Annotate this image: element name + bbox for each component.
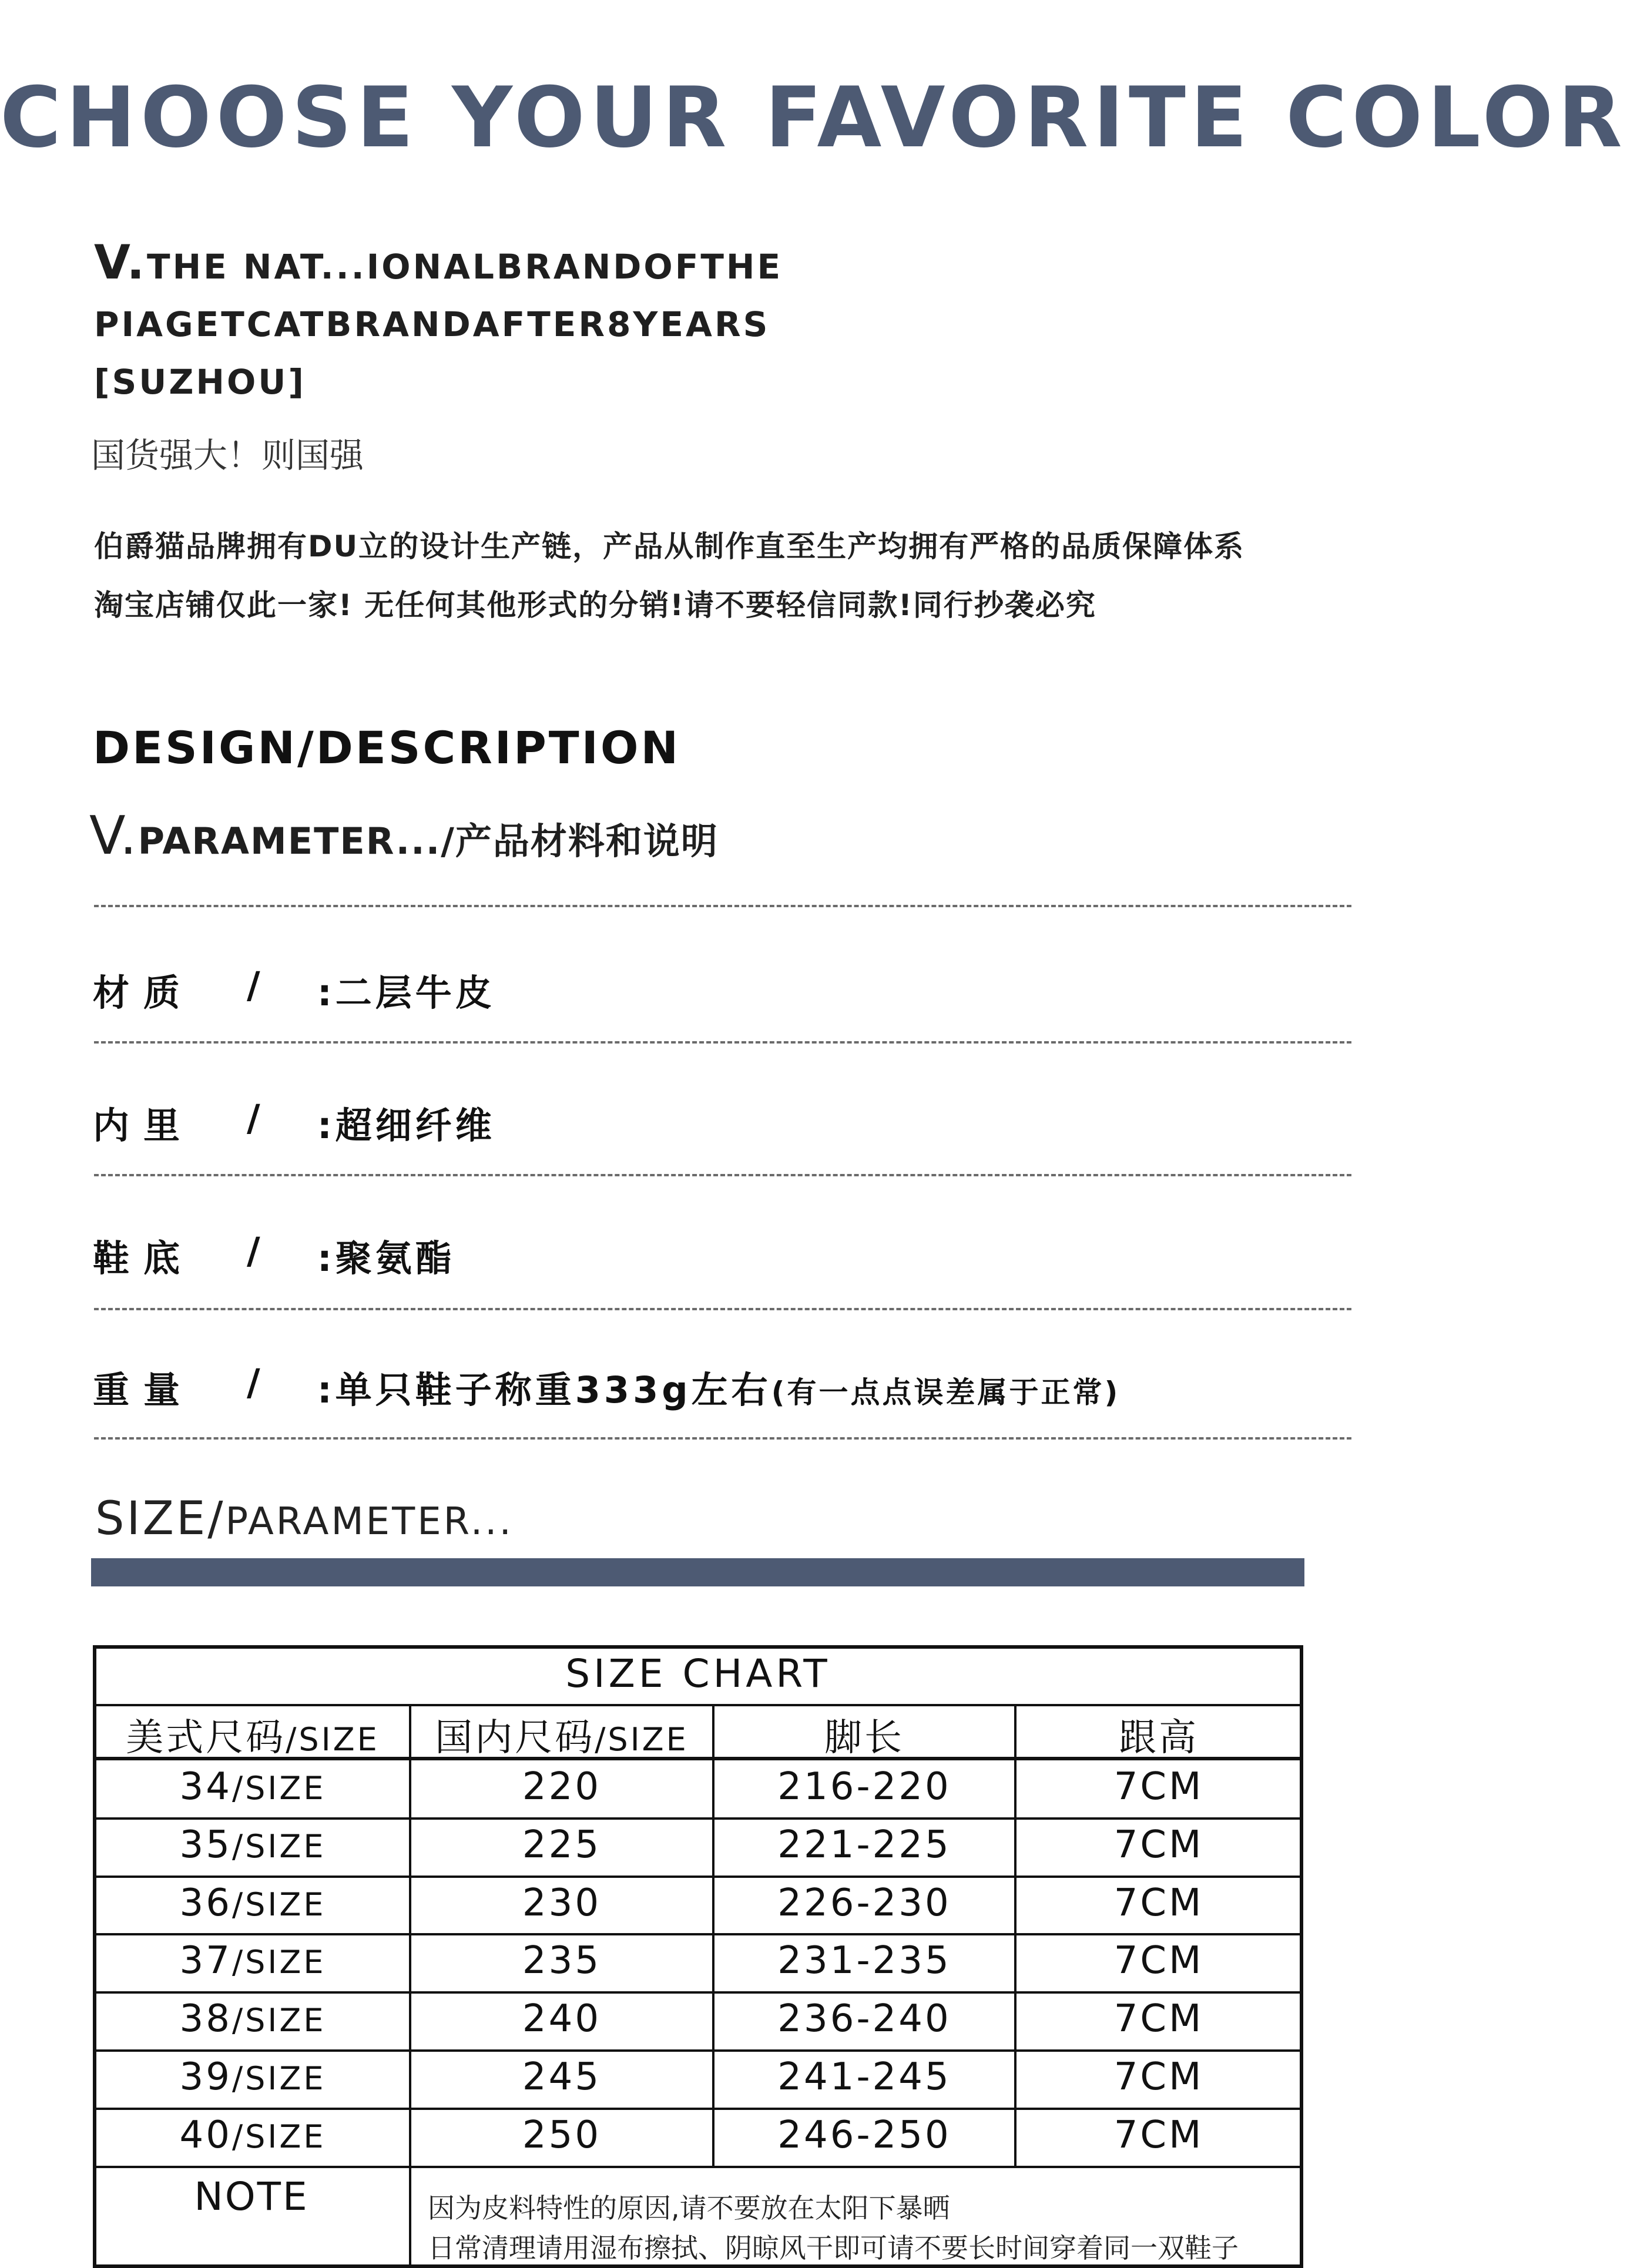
header-foot-length: 脚长 bbox=[824, 1716, 904, 1760]
table-cell-foot: 241-245 bbox=[777, 2055, 951, 2099]
table-cell-cn: 235 bbox=[522, 1939, 602, 1983]
spec-value-lining: :超细纤维 bbox=[317, 1104, 495, 1147]
table-cell-cn: 220 bbox=[522, 1765, 602, 1809]
table-rule bbox=[93, 2166, 1303, 2168]
table-cell-us bbox=[96, 2113, 409, 2157]
table-row-rule bbox=[93, 1933, 1303, 1935]
table-row-rule bbox=[93, 1817, 1303, 1820]
table-cell-cn: 225 bbox=[522, 1823, 602, 1867]
spec-value-weight bbox=[317, 1361, 1120, 1413]
spec-label-sole: 鞋底 bbox=[93, 1237, 194, 1280]
spec-label-material: 材质 bbox=[93, 971, 194, 1014]
design-section-title: DESIGN/DESCRIPTION bbox=[93, 722, 681, 774]
table-cell-foot: 231-235 bbox=[777, 1939, 951, 1983]
table-row-rule bbox=[93, 2108, 1303, 2110]
spec-slash: / bbox=[247, 1096, 260, 1139]
us-size-number: 40 bbox=[179, 2113, 232, 2157]
spec-value-weight-note: (有一点点误差属于正常) bbox=[771, 1375, 1121, 1410]
size-section-title bbox=[95, 1492, 514, 1545]
divider bbox=[94, 1174, 1351, 1176]
table-cell-heel: 7CM bbox=[1113, 1881, 1204, 1925]
page-headline: CHOOSE YOUR FAVORITE COLOR bbox=[0, 69, 1627, 166]
header-cn-size-main: 国内尺码 bbox=[435, 1716, 595, 1760]
size-section-title-main: SIZE/ bbox=[95, 1492, 226, 1545]
header-us-size bbox=[96, 1707, 409, 1762]
spec-value-sole: :聚氨酯 bbox=[317, 1237, 455, 1280]
us-size-number: 34 bbox=[179, 1765, 232, 1809]
parameter-v-mark: V. bbox=[89, 805, 138, 867]
table-cell-us bbox=[96, 1881, 409, 1925]
table-cell-cn: 245 bbox=[522, 2055, 602, 2099]
header-heel-height: 跟高 bbox=[1119, 1716, 1199, 1760]
divider bbox=[94, 1308, 1351, 1310]
us-size-number: 38 bbox=[179, 1997, 232, 2041]
brand-line-1-text: THE NAT...IONALBRANDOFTHE bbox=[147, 247, 783, 287]
table-cell-us bbox=[96, 2055, 409, 2099]
us-size-suffix: /SIZE bbox=[232, 2060, 326, 2097]
spec-value-weight-main: :单只鞋子称重333g左右 bbox=[317, 1368, 771, 1411]
spec-slash: / bbox=[247, 1229, 260, 1272]
parameter-subtitle bbox=[89, 805, 719, 867]
table-row-rule bbox=[93, 1876, 1303, 1878]
header-us-size-suffix: /SIZE bbox=[286, 1721, 380, 1758]
table-cell-foot: 236-240 bbox=[777, 1997, 951, 2041]
us-size-number: 39 bbox=[179, 2055, 232, 2099]
spec-slash: / bbox=[247, 964, 260, 1006]
divider bbox=[94, 905, 1351, 907]
us-size-number: 37 bbox=[179, 1939, 232, 1983]
us-size-suffix: /SIZE bbox=[232, 1827, 326, 1865]
table-cell-foot: 221-225 bbox=[777, 1823, 951, 1867]
table-row-rule bbox=[93, 1991, 1303, 1994]
table-cell-us bbox=[96, 1939, 409, 1982]
size-chart-title: SIZE CHART bbox=[565, 1651, 831, 1696]
table-cell-cn: 250 bbox=[522, 2113, 602, 2157]
spec-slash: / bbox=[247, 1361, 260, 1404]
brand-line-2: PIAGETCATBRANDAFTER8YEARS bbox=[94, 304, 770, 344]
divider bbox=[94, 1437, 1351, 1440]
divider bbox=[94, 1041, 1351, 1044]
table-row-rule bbox=[93, 2049, 1303, 2052]
us-size-suffix: /SIZE bbox=[232, 2118, 326, 2155]
parameter-subtitle-text: PARAMETER.../产品材料和说明 bbox=[137, 820, 719, 863]
intro-line-1: 伯爵猫品牌拥有DU立的设计生产链，产品从制作直至生产均拥有严格的品质保障体系 bbox=[94, 529, 1245, 563]
table-cell-foot: 216-220 bbox=[777, 1765, 951, 1809]
note-line-2: 日常清理请用湿布擦拭、阴晾风干即可请不要长时间穿着同一双鞋子 bbox=[428, 2232, 1239, 2264]
table-cell-us bbox=[96, 1997, 409, 2041]
size-section-title-rest: PARAMETER... bbox=[225, 1500, 514, 1544]
note-label: NOTE bbox=[194, 2174, 309, 2219]
table-cell-heel: 7CM bbox=[1113, 2113, 1204, 2157]
table-cell-heel: 7CM bbox=[1113, 1765, 1204, 1809]
spec-label-weight: 重量 bbox=[93, 1368, 194, 1411]
table-cell-us bbox=[96, 1823, 409, 1867]
spec-label-lining: 内里 bbox=[93, 1104, 194, 1147]
table-cell-heel: 7CM bbox=[1113, 2055, 1204, 2099]
table-cell-us bbox=[96, 1765, 409, 1809]
us-size-suffix: /SIZE bbox=[232, 1885, 326, 1923]
intro-line-2: 淘宝店铺仅此一家! 无任何其他形式的分销!请不要轻信同款!同行抄袭必究 bbox=[94, 588, 1096, 622]
spec-value-material: :二层牛皮 bbox=[317, 971, 495, 1014]
brand-line-3: [SUZHOU] bbox=[94, 362, 306, 402]
us-size-number: 36 bbox=[179, 1881, 232, 1925]
brand-v-mark: V. bbox=[94, 235, 147, 290]
table-cell-cn: 230 bbox=[522, 1881, 602, 1925]
us-size-suffix: /SIZE bbox=[232, 1944, 326, 1981]
us-size-suffix: /SIZE bbox=[232, 2002, 326, 2039]
header-cn-size-suffix: /SIZE bbox=[595, 1721, 689, 1758]
table-cell-heel: 7CM bbox=[1113, 1939, 1204, 1983]
brand-line-1 bbox=[94, 235, 783, 290]
table-rule bbox=[93, 1704, 1303, 1706]
table-cell-heel: 7CM bbox=[1113, 1823, 1204, 1867]
accent-bar bbox=[91, 1558, 1304, 1586]
table-cell-heel: 7CM bbox=[1113, 1997, 1204, 2041]
us-size-suffix: /SIZE bbox=[232, 1770, 326, 1807]
table-cell-foot: 246-250 bbox=[777, 2113, 951, 2157]
table-cell-cn: 240 bbox=[522, 1997, 602, 2041]
header-us-size-main: 美式尺码 bbox=[126, 1716, 286, 1760]
us-size-number: 35 bbox=[179, 1823, 232, 1867]
note-line-1: 因为皮料特性的原因,请不要放在太阳下暴晒 bbox=[428, 2192, 950, 2224]
slogan: 国货强大！则国强 bbox=[91, 435, 364, 475]
header-cn-size bbox=[411, 1707, 712, 1762]
table-cell-foot: 226-230 bbox=[777, 1881, 951, 1925]
